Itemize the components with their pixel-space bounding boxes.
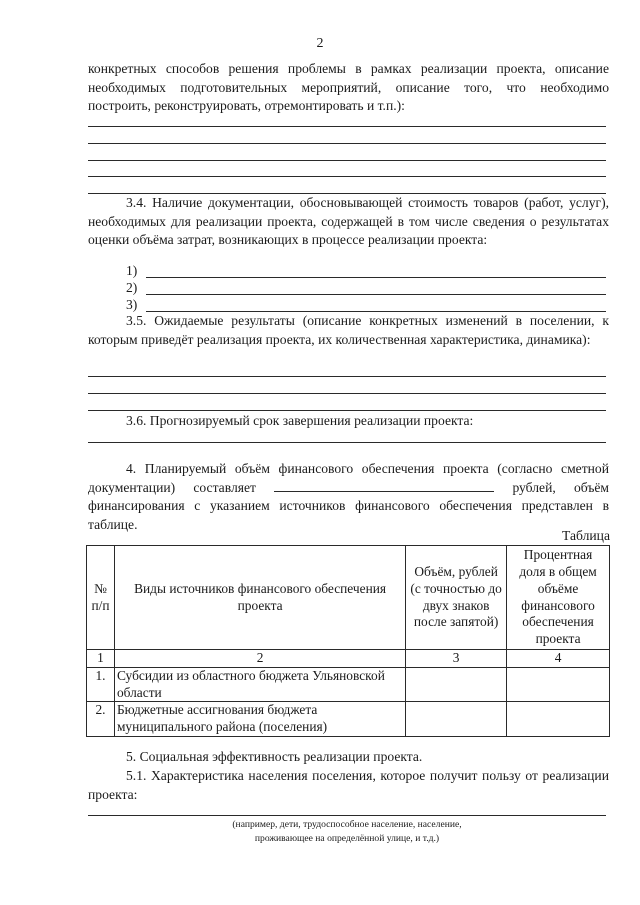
section-4-text-after: рублей, объём финансирования с указанием источников финансового обеспечения представлен в таблице. [88,479,610,532]
document-item-2 [126,280,606,296]
row-percent-cell[interactable] [507,667,610,702]
row-num: 1. [87,667,115,702]
header-source: Виды источников финансового обеспечения проекта [114,546,405,650]
item-number: 3) [126,297,138,312]
table-column-numbers-row [87,650,610,668]
item-blank-line[interactable] [146,277,606,278]
blank-line[interactable] [88,442,606,443]
header-percent: Процентная доля в общем объёме финансового обеспечения проекта [507,546,610,650]
header-num: № п/п [87,546,115,650]
document-item-3 [126,297,606,313]
blank-line[interactable] [88,176,606,177]
blank-line[interactable] [88,393,606,394]
item-number: 2) [126,280,138,295]
item-blank-line[interactable] [146,294,606,295]
row-source: Субсидии из областного бюджета Ульяновской области [114,667,405,702]
blank-line[interactable] [88,160,606,161]
row-volume-cell[interactable] [406,667,507,702]
column-number: 4 [507,650,610,668]
budget-amount-blank[interactable] [274,479,494,492]
header-volume: Объём, рублей (с точностью до двух знаков после запятой) [406,546,507,650]
section-3-5-text: 3.5. Ожидаемые результаты (описание конкретных изменений в поселении, к которым приведёт реализация проекта, их количественная характеристика, динамика): [88,313,609,347]
document-item-1 [126,263,606,279]
column-number: 3 [406,650,507,668]
section-4-text [88,460,609,534]
intro-paragraph: конкретных способов решения проблемы в рамках реализации проекта, описание необходимых подготовительных мероприятий, описание того, что необходимо построить, реконструировать, отремонтировать и т.п.): [88,61,609,113]
page-number: 2 [316,36,324,51]
blank-line[interactable] [88,410,606,411]
row-num: 2. [87,702,115,737]
section-3-6-text: 3.6. Прогнозируемый срок завершения реализации проекта: [126,413,474,428]
table-header-row [87,546,610,650]
row-source: Бюджетные ассигнования бюджета муниципального района (поселения) [114,702,405,737]
section-3-4-text: 3.4. Наличие документации, обосновывающей стоимость товаров (работ, услуг), необходимых для реализации проекта, содержащей в том числе сведения о результатах оценки объёма затрат, возникающих в процессе реализации проекта: [88,195,609,247]
table-row [87,667,610,702]
blank-line[interactable] [88,126,606,127]
blank-line[interactable] [88,815,606,816]
blank-line[interactable] [88,143,606,144]
table-row [87,702,610,737]
row-percent-cell[interactable] [507,702,610,737]
hint-note-line-1: (например, дети, трудоспособное население, население, [232,819,462,830]
section-5-title: 5. Социальная эффективность реализации проекта. [126,749,423,764]
column-number: 2 [114,650,405,668]
item-number: 1) [126,263,138,278]
section-5-1-text: 5.1. Характеристика населения поселения, которое получит пользу от реализации проекта: [88,768,609,802]
table-caption: Таблица [562,528,610,543]
row-volume-cell[interactable] [406,702,507,737]
financing-table [86,545,610,737]
hint-note-line-2: проживающее на определённой улице, и т.д.) [254,833,440,844]
blank-line[interactable] [88,376,606,377]
section-4-text-before: 4. Планируемый объём финансового обеспечения проекта (согласно сметной документации) составляет [88,461,609,495]
column-number: 1 [87,650,115,668]
